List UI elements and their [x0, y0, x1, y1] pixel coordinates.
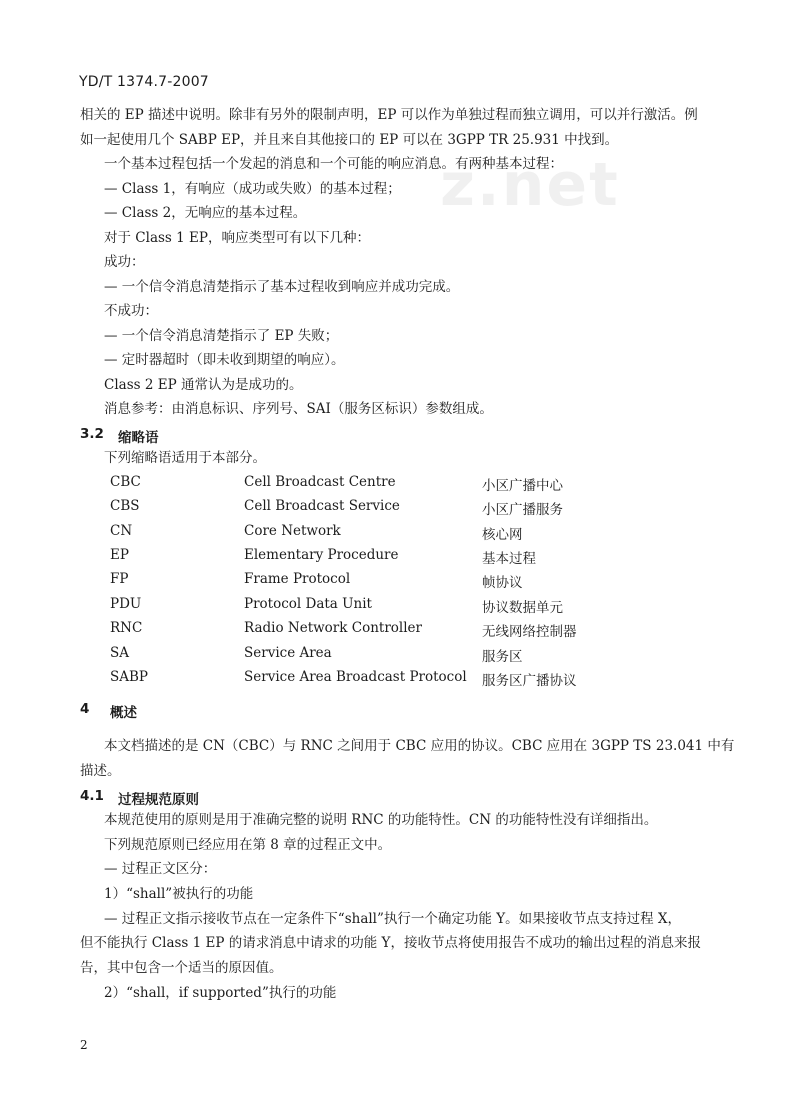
abbr-code: CN: [110, 523, 133, 539]
abbr-code: FP: [110, 571, 129, 587]
abbreviation-row: [0, 596, 800, 616]
list-item: — 一个信令消息清楚指示了基本过程收到响应并成功完成。: [104, 279, 460, 295]
abbr-code: SABP: [110, 669, 149, 685]
abbr-english: Service Area Broadcast Protocol: [244, 669, 467, 685]
section-number: 4: [80, 701, 90, 717]
abbr-english: Service Area: [244, 645, 332, 661]
abbr-english: Protocol Data Unit: [244, 596, 372, 612]
body-line: 成功：: [104, 254, 145, 270]
section-title: 过程规范原则: [118, 792, 199, 808]
abbr-code: CBC: [110, 474, 141, 490]
list-item: — 一个信令消息清楚指示了 EP 失败；: [104, 328, 339, 344]
body-line: 不成功：: [104, 303, 158, 319]
document-id-header: YD/T 1374.7-2007: [79, 74, 209, 90]
abbreviation-row: [0, 498, 800, 518]
abbr-english: Cell Broadcast Service: [244, 498, 400, 514]
section-title: 概述: [110, 705, 137, 721]
abbr-english: Elementary Procedure: [244, 547, 399, 563]
abbreviation-row: [0, 645, 800, 665]
abbr-english: Cell Broadcast Centre: [244, 474, 396, 490]
body-line: 本文档描述的是 CN（CBC）与 RNC 之间用于 CBC 应用的协议。CBC 应用在 3GPP TS 23.041 中有: [104, 738, 735, 754]
abbr-english: Frame Protocol: [244, 571, 351, 587]
body-line: 描述。: [80, 763, 121, 779]
abbreviation-row: [0, 474, 800, 494]
section-number: 4.1: [80, 788, 104, 804]
body-line: Class 2 EP 通常认为是成功的。: [104, 377, 303, 393]
list-item: — 过程正文区分：: [104, 861, 217, 877]
body-line: 对于 Class 1 EP，响应类型可有以下几种：: [104, 230, 370, 246]
abbreviation-row: [0, 620, 800, 640]
body-line: 但不能执行 Class 1 EP 的请求消息中请求的功能 Y，接收节点将使用报告不成功的输出过程的消息来报: [80, 935, 701, 951]
abbreviation-row: [0, 571, 800, 591]
abbreviation-row: [0, 669, 800, 689]
section-number: 3.2: [80, 426, 104, 442]
abbr-code: EP: [110, 547, 129, 563]
abbr-chinese: 基本过程: [482, 551, 536, 567]
abbr-code: SA: [110, 645, 129, 661]
list-item: — Class 1，有响应（成功或失败）的基本过程；: [104, 181, 401, 197]
body-line: 如一起使用几个 SABP EP，并且来自其他接口的 EP 可以在 3GPP TR 25.931 中找到。: [80, 132, 619, 148]
body-line: 相关的 EP 描述中说明。除非有另外的限制声明，EP 可以作为单独过程而独立调用，可以并行激活。例: [80, 107, 698, 123]
body-line: 消息参考：由消息标识、序列号、SAI（服务区标识）参数组成。: [104, 401, 493, 417]
abbr-chinese: 协议数据单元: [482, 600, 563, 616]
body-line: 本规范使用的原则是用于准确完整的说明 RNC 的功能特性。CN 的功能特性没有详细指出。: [104, 812, 658, 828]
watermark: z.net: [440, 150, 620, 220]
body-line: 一个基本过程包括一个发起的消息和一个可能的响应消息。有两种基本过程：: [104, 156, 563, 172]
body-line: 下列规范原则已经应用在第 8 章的过程正文中。: [104, 837, 392, 853]
abbr-chinese: 帧协议: [482, 575, 523, 591]
abbr-chinese: 无线网络控制器: [482, 624, 577, 640]
abbr-code: RNC: [110, 620, 143, 636]
body-line: 下列缩略语适用于本部分。: [104, 450, 266, 466]
list-item: 1）“shall”被执行的功能: [104, 886, 254, 902]
abbr-english: Radio Network Controller: [244, 620, 422, 636]
page-number: 2: [80, 1038, 88, 1052]
abbr-code: CBS: [110, 498, 140, 514]
abbr-english: Core Network: [244, 523, 341, 539]
list-item: — Class 2，无响应的基本过程。: [104, 205, 307, 221]
section-title: 缩略语: [118, 430, 159, 446]
abbr-chinese: 服务区广播协议: [482, 673, 577, 689]
abbr-chinese: 核心网: [482, 527, 523, 543]
body-line: 告，其中包含一个适当的原因值。: [80, 960, 283, 976]
abbr-chinese: 小区广播服务: [482, 502, 563, 518]
list-item: — 过程正文指示接收节点在一定条件下“shall”执行一个确定功能 Y。如果接收节点支持过程 X，: [104, 911, 682, 927]
list-item: — 定时器超时（即未收到期望的响应）。: [104, 352, 345, 368]
abbr-chinese: 小区广播中心: [482, 478, 563, 494]
list-item: 2）“shall，if supported”执行的功能: [104, 985, 337, 1001]
abbreviation-row: [0, 547, 800, 567]
abbr-code: PDU: [110, 596, 142, 612]
abbreviation-row: [0, 523, 800, 543]
abbr-chinese: 服务区: [482, 649, 523, 665]
